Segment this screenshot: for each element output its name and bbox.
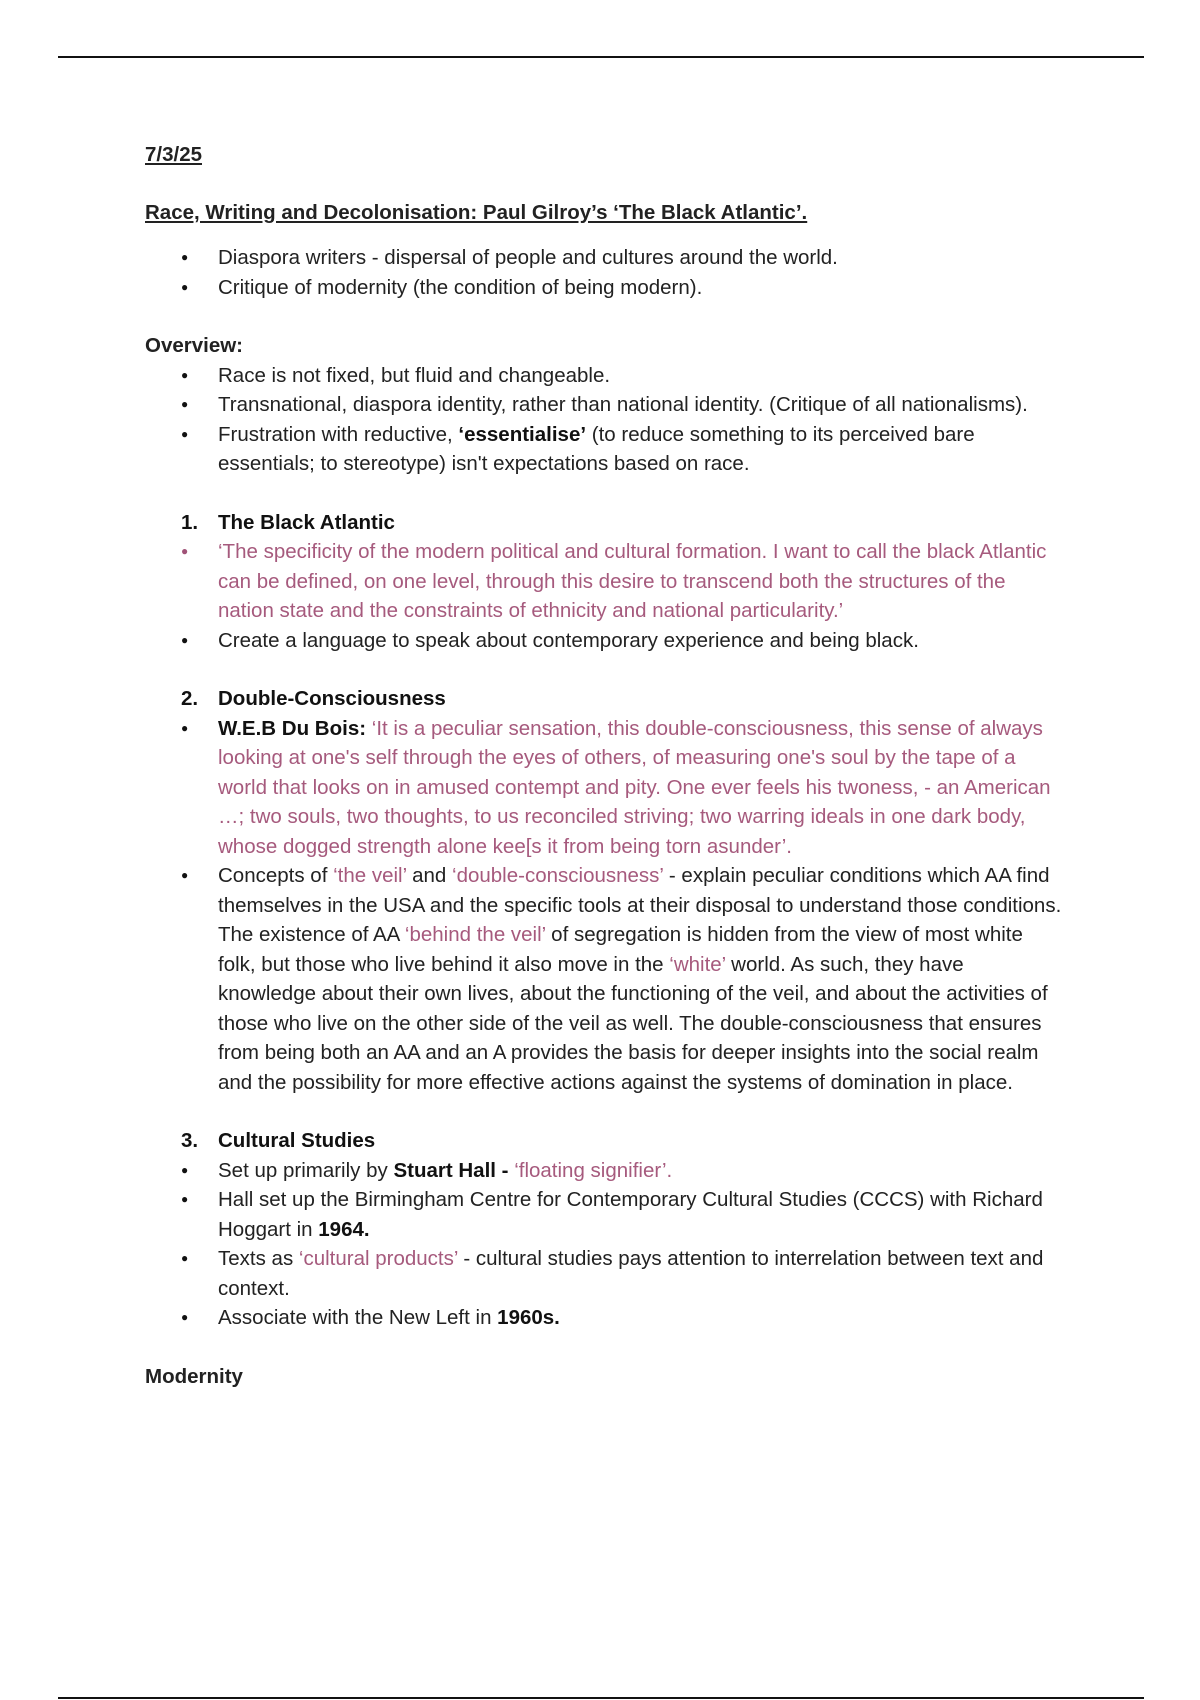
list-item: ● Transnational, diaspora identity, rather than national identity. (Critique of all nationalisms). [145,390,1065,420]
document-body [145,140,1065,1391]
essentialise-term: ‘essentialise’ [458,422,587,446]
section-heading-black-atlantic: 1. The Black Atlantic [181,510,395,534]
page-title: Race, Writing and Decolonisation: Paul Gilroy’s ‘The Black Atlantic’. [145,200,808,224]
modernity-heading: Modernity [145,1364,243,1388]
list-item: ● Concepts of ‘the veil’ and ‘double-consciousness’ - explain peculiar conditions which AA find themselves in the USA and the specific tools at their disposal to understand those conditions. The existence of AA ‘behind the veil’ of segregation is hidden from the view of most white folk, but those who live behind it also move in the ‘white’ world. As such, they have knowledge about their own lives, about the functioning of the veil, and about the activities of those who live on the other side of the veil as well. The double-consciousness that ensures from being both an AA and an A provides the basis for deeper insights into the social realm and the possibility for more effective actions against the systems of domination in place. [145,861,1065,1097]
cultural-studies-list [145,1156,1065,1333]
list-item: ● Diaspora writers - dispersal of people and cultures around the world. [145,243,1065,273]
list-item: ● Create a language to speak about contemporary experience and being black. [145,626,1065,656]
overview-list [145,361,1065,479]
date: 7/3/25 [145,143,202,166]
black-atlantic-list [145,537,1065,655]
double-consciousness-list [145,714,1065,1098]
section-heading-cultural-studies: 3. Cultural Studies [181,1129,376,1152]
list-item: ● Associate with the New Left in 1960s. [145,1303,1065,1333]
intro-list [145,243,1065,302]
du-bois-quote-item: ● W.E.B Du Bois: ‘It is a peculiar sensation, this double-consciousness, this sense of always looking at one's self through the eyes of others, of measuring one's soul by the tape of a world that looks on in amused contempt and pity. One ever feels his twoness, - an American …; two souls, two thoughts, to us reconciled striving; two warring ideals in one dark body, whose dogged strength alone kee[s it from being torn asunder’. [145,714,1065,862]
gilroy-quote: ● ‘The specificity of the modern political and cultural formation. I want to call the black Atlantic can be defined, on one level, through this desire to transcend both the structures of the nation state and the constraints of ethnicity and national particularity.’ [145,537,1065,626]
list-item: ● Critique of modernity (the condition of being modern). [145,273,1065,303]
top-rule [58,56,1144,58]
list-item: ● Frustration with reductive, ‘essentialise’ (to reduce something to its perceived bare essentials; to stereotype) isn't expectations based on race. [145,420,1065,479]
list-item: ● Race is not fixed, but fluid and changeable. [145,361,1065,391]
list-item: ● Hall set up the Birmingham Centre for Contemporary Cultural Studies (CCCS) with Richard Hoggart in 1964. [145,1185,1065,1244]
list-item: ● Set up primarily by Stuart Hall - ‘floating signifier’. [145,1156,1065,1186]
section-heading-double-consciousness: 2. Double-Consciousness [181,687,446,710]
list-item: ● Texts as ‘cultural products’ - cultural studies pays attention to interrelation between text and context. [145,1244,1065,1303]
overview-heading: Overview: [145,334,243,357]
bottom-rule [58,1697,1144,1699]
